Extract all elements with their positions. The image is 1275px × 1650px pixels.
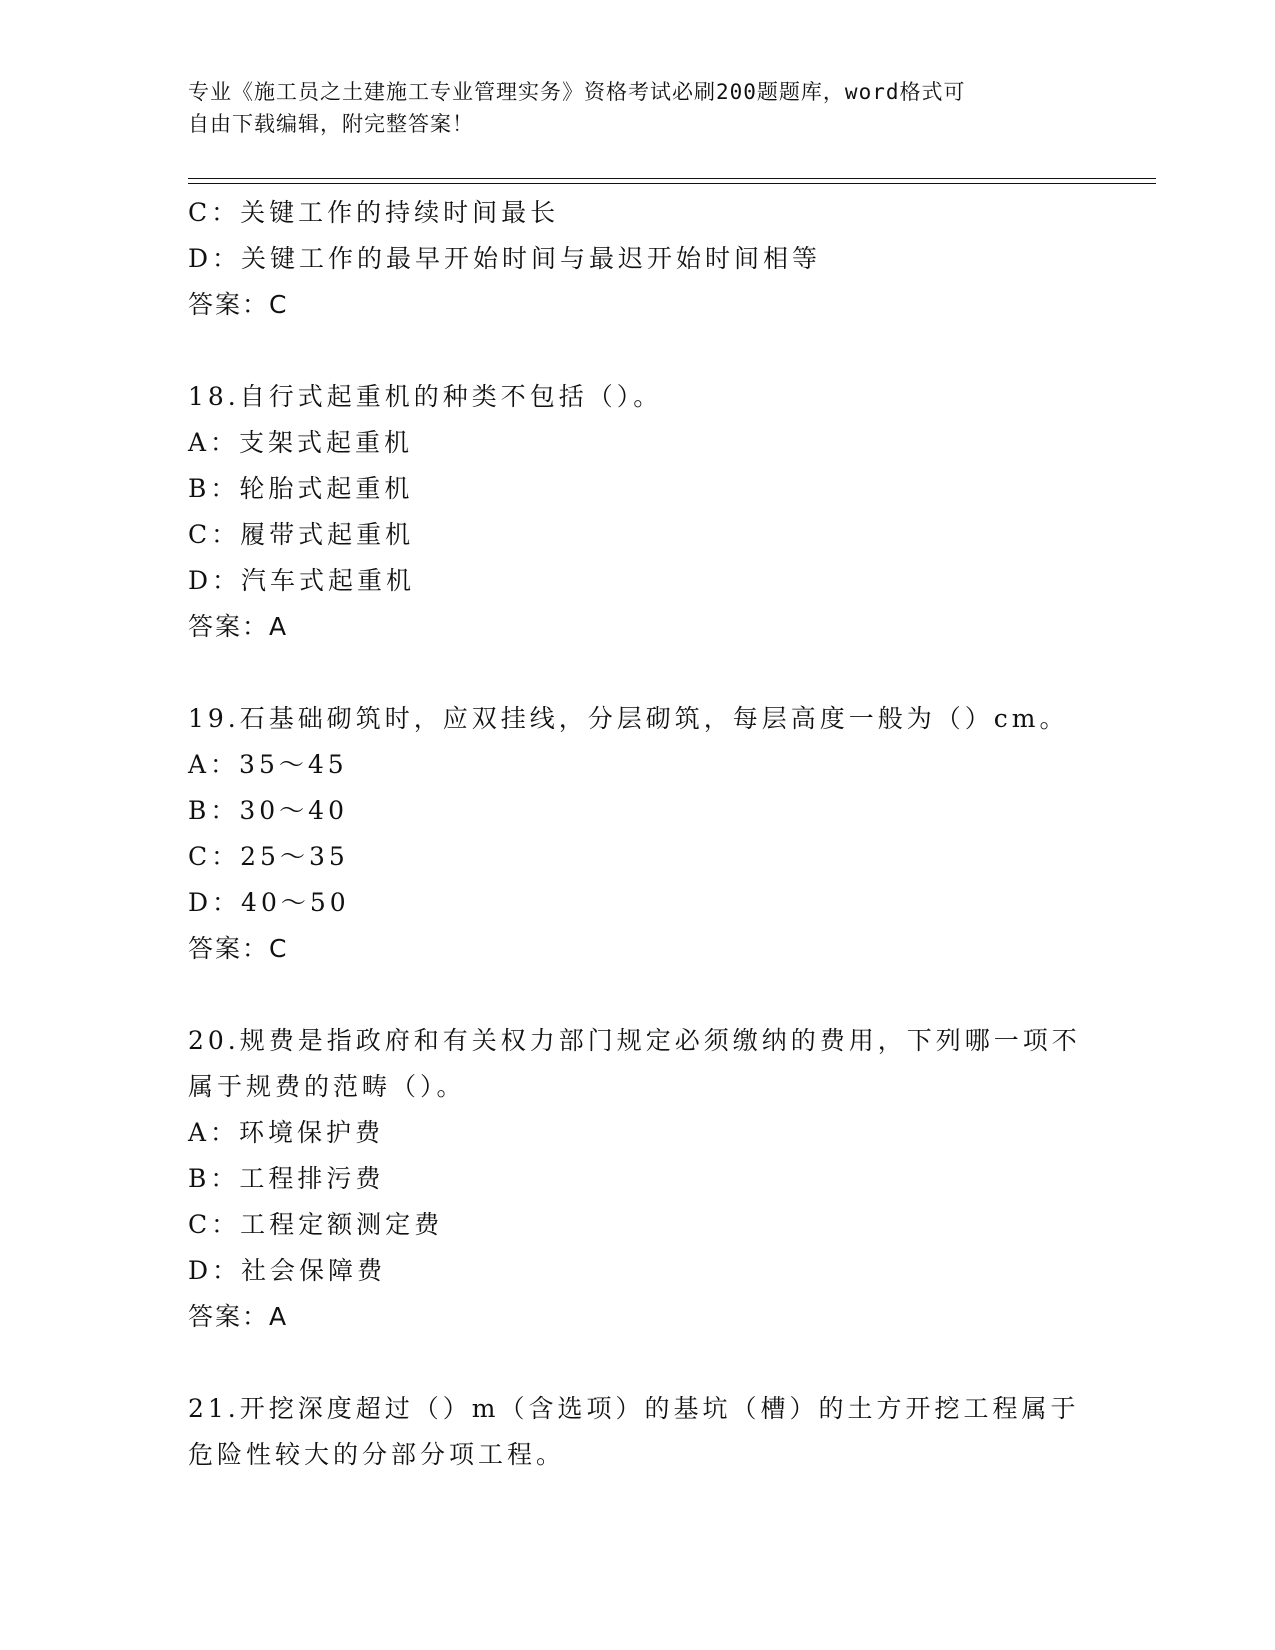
answer-label: 答案：A xyxy=(188,612,289,641)
spacer xyxy=(188,650,1088,696)
spacer xyxy=(188,328,1088,374)
answer-label: 答案：C xyxy=(188,290,289,319)
question-list xyxy=(188,190,1088,1478)
question-stem-line-1: 20.规费是指政府和有关权力部门规定必须缴纳的费用，下列哪一项不 xyxy=(188,1026,1081,1055)
header-divider-top xyxy=(188,178,1156,179)
question-20 xyxy=(188,1018,1088,1340)
option-b: B：30～40 xyxy=(188,796,348,825)
option-d: D：社会保障费 xyxy=(188,1256,387,1285)
header-title-line-1: 专业《施工员之土建施工专业管理实务》资格考试必刷200题题库，word格式可 xyxy=(188,80,966,104)
option-c: C：工程定额测定费 xyxy=(188,1210,444,1239)
option-d: D：关键工作的最早开始时间与最迟开始时间相等 xyxy=(188,244,822,273)
option-b: B：工程排污费 xyxy=(188,1164,385,1193)
option-c: C：履带式起重机 xyxy=(188,520,415,549)
option-d: D：40～50 xyxy=(188,888,350,917)
question-21 xyxy=(188,1386,1088,1478)
question-stem: 19.石基础砌筑时，应双挂线，分层砌筑，每层高度一般为（）cm。 xyxy=(188,704,1069,733)
spacer xyxy=(188,972,1088,1018)
question-17-continued xyxy=(188,190,1088,328)
header-title-line-2: 自由下载编辑，附完整答案！ xyxy=(188,112,474,136)
option-c: C：25～35 xyxy=(188,842,349,871)
option-a: A：35～45 xyxy=(188,750,348,779)
answer-label: 答案：C xyxy=(188,934,289,963)
option-a: A：支架式起重机 xyxy=(188,428,414,457)
answer-label: 答案：A xyxy=(188,1302,289,1331)
question-stem-line-2: 危险性较大的分部分项工程。 xyxy=(188,1440,566,1469)
option-d: D：汽车式起重机 xyxy=(188,566,416,595)
question-19 xyxy=(188,696,1088,972)
option-a: A：环境保护费 xyxy=(188,1118,385,1147)
option-c: C：关键工作的持续时间最长 xyxy=(188,198,560,227)
question-stem-line-1: 21.开挖深度超过（）m（含选项）的基坑（槽）的土方开挖工程属于 xyxy=(188,1394,1080,1423)
spacer xyxy=(188,1340,1088,1386)
question-18 xyxy=(188,374,1088,650)
document-header xyxy=(188,76,1068,140)
option-b: B：轮胎式起重机 xyxy=(188,474,414,503)
question-stem: 18.自行式起重机的种类不包括（）。 xyxy=(188,382,663,411)
question-stem-line-2: 属于规费的范畴（）。 xyxy=(188,1072,466,1101)
header-divider-bottom xyxy=(188,183,1156,184)
